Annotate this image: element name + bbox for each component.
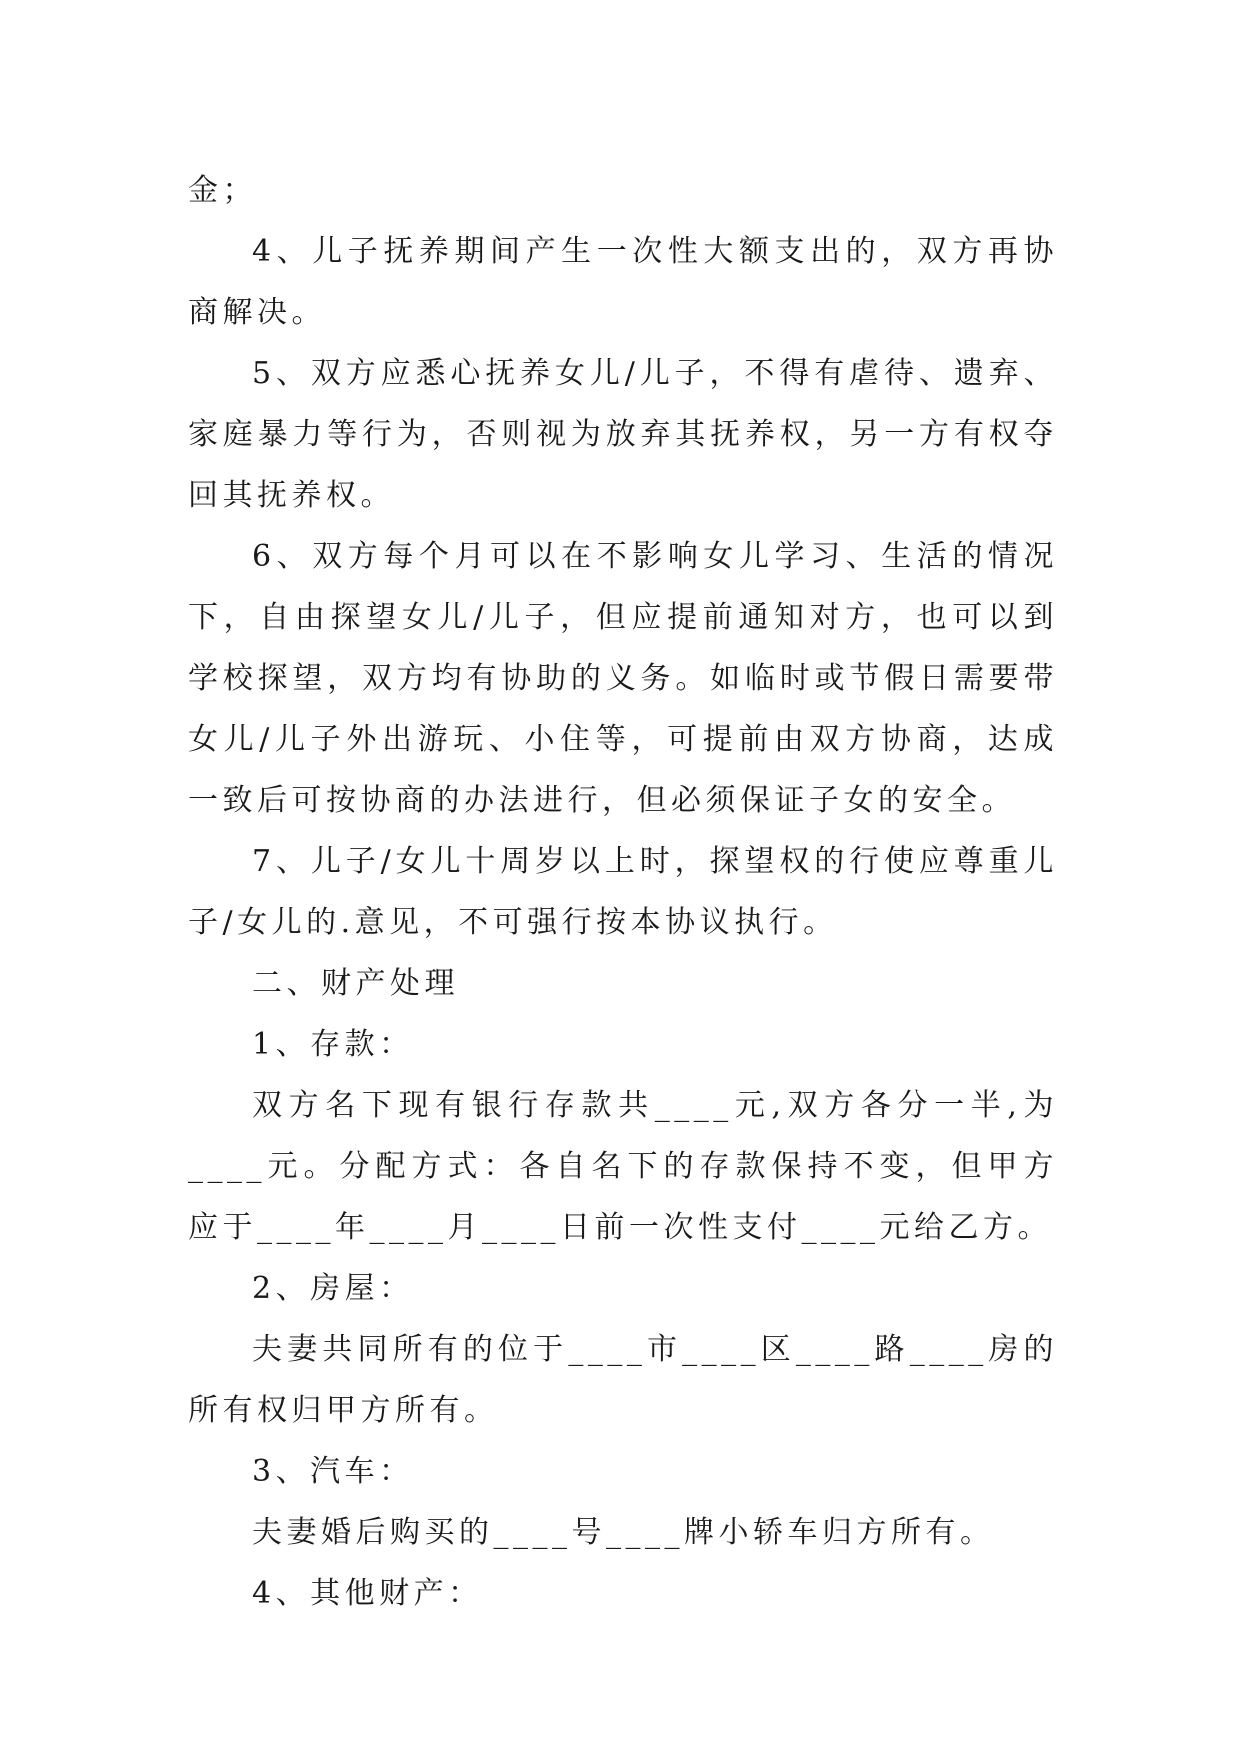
paragraph-car: 夫妻婚后购买的____号____牌小轿车归方所有。 [252,1515,995,1550]
subheading-deposits: 1、存款： [252,1027,414,1062]
paragraph-3: 5、双方应悉心抚养女儿/儿子，不得有虐待、遗弃、家庭暴力等行为，否则视为放弃其抚养权，另一方有权夺回其抚养权。 [188,356,1058,513]
subheading-other-property: 4、其他财产： [252,1576,483,1611]
paragraph-deposits: 双方名下现有银行存款共____元,双方各分一半,为____元。分配方式：各自名下的存款保持不变，但甲方应于____年____月____日前一次性支付____元给乙方。 [188,1088,1058,1245]
document-body [188,160,1058,1624]
paragraph-5: 7、儿子/女儿十周岁以上时，探望权的行使应尊重儿子/女儿的.意见，不可强行按本协议执行。 [188,844,1058,940]
paragraph-1: 金； [188,173,257,208]
paragraph-4: 6、双方每个月可以在不影响女儿学习、生活的情况下，自由探望女儿/儿子，但应提前通知对方，也可以到学校探望，双方均有协助的义务。如临时或节假日需要带女儿/儿子外出游玩、小住等，可提前由双方协商，达成一致后可按协商的办法进行，但必须保证子女的安全。 [188,539,1058,818]
subheading-car: 3、汽车： [252,1454,414,1489]
paragraph-house: 夫妻共同所有的位于____市____区____路____房的所有权归甲方所有。 [188,1332,1058,1428]
subheading-house: 2、房屋： [252,1271,414,1306]
paragraph-2: 4、儿子抚养期间产生一次性大额支出的，双方再协商解决。 [188,234,1058,330]
section-heading-property: 二、财产处理 [252,966,459,1001]
